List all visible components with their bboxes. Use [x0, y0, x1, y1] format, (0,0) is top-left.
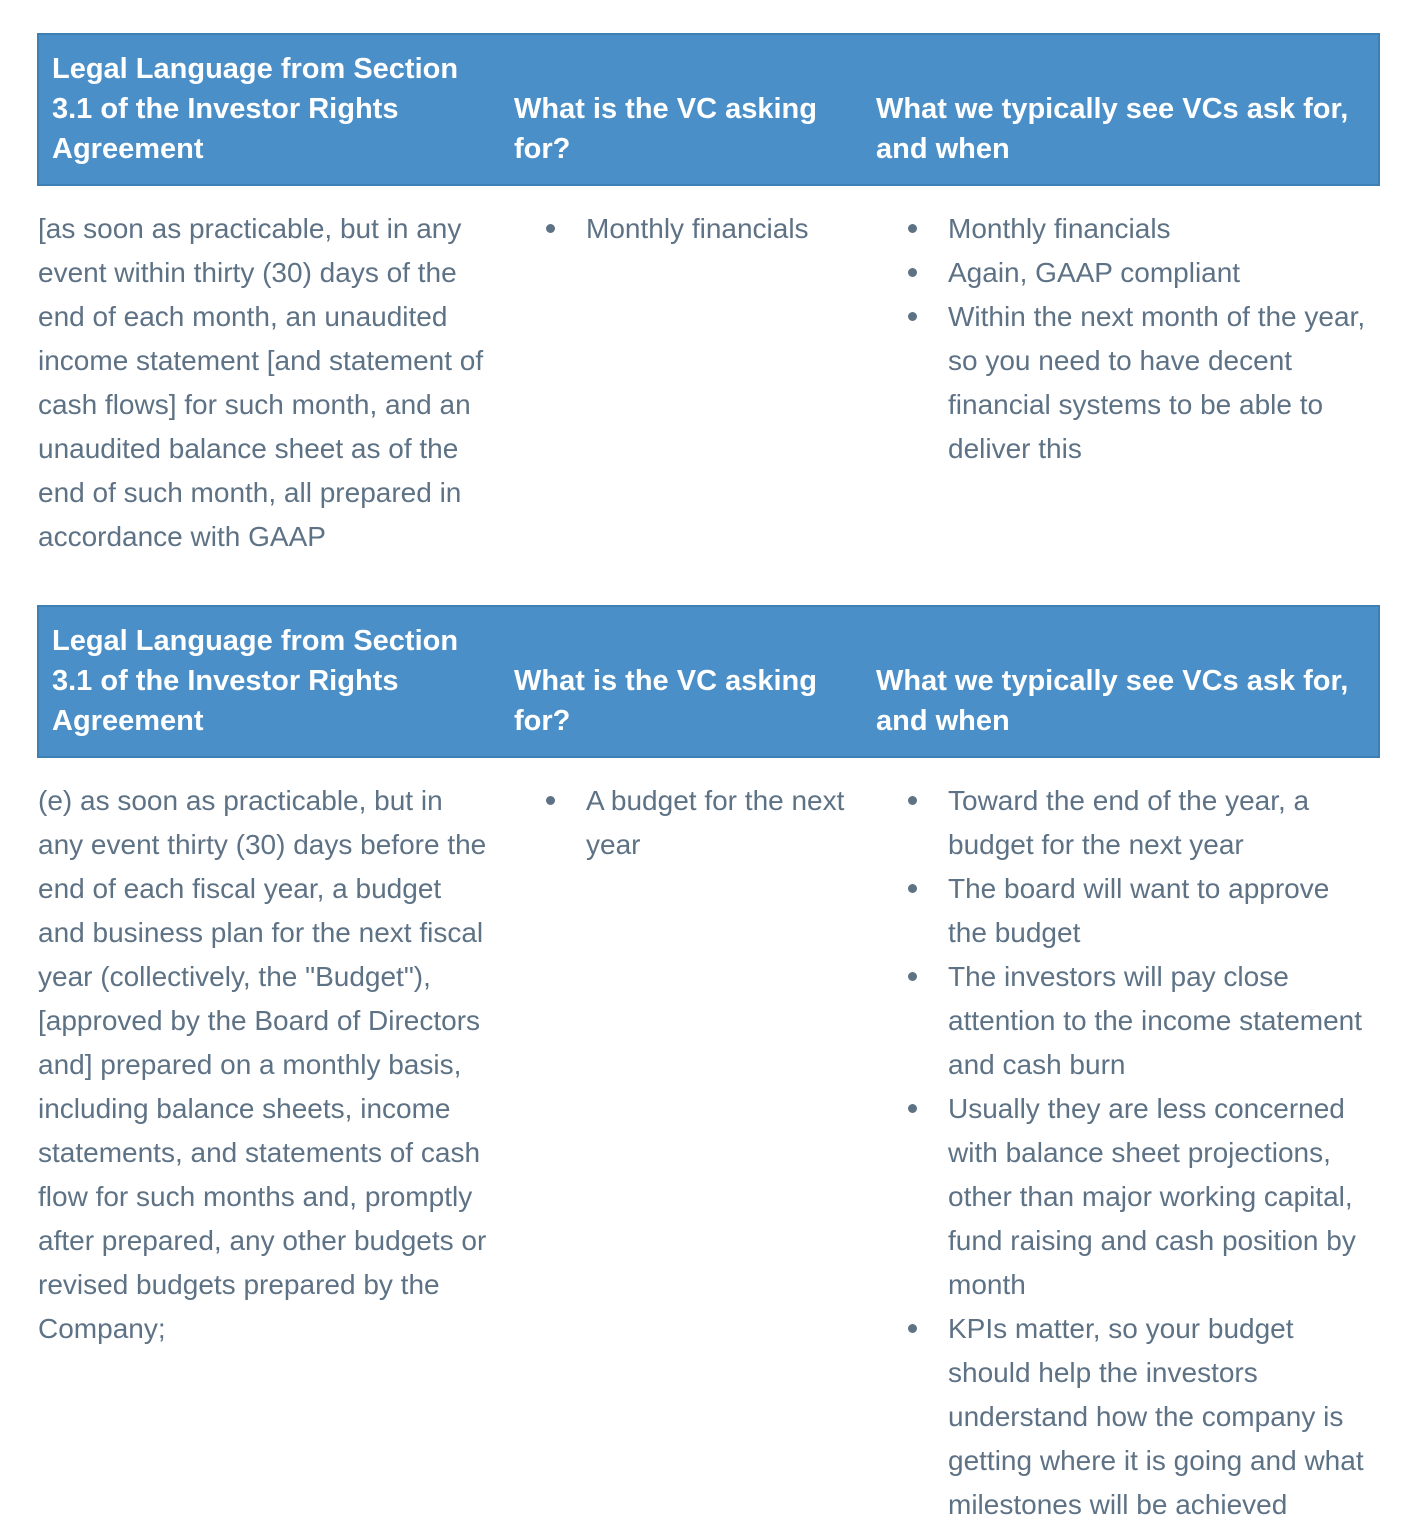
monthly-financials-table	[37, 33, 1380, 571]
list-item: Usually they are less concerned with balance sheet projections, other than major working capital, fund raising and cash position by month	[908, 1087, 1373, 1307]
list-item: Within the next month of the year, so you need to have decent financial systems to be able to deliver this	[908, 295, 1373, 471]
typical-asks-cell	[863, 185, 1379, 571]
list-item: A budget for the next year	[546, 779, 857, 867]
table-row	[38, 185, 1379, 571]
header-vc-asking: What is the VC asking for?	[501, 606, 863, 757]
vc-asking-list	[501, 207, 857, 251]
header-legal-language: Legal Language from Section 3.1 of the Investor Rights Agreement	[38, 606, 501, 757]
vc-asking-cell	[501, 757, 863, 1539]
header-typical-asks: What we typically see VCs ask for, and when	[863, 34, 1379, 185]
list-item: Toward the end of the year, a budget for the next year	[908, 779, 1373, 867]
typical-asks-cell	[863, 757, 1379, 1539]
table-header-row	[38, 606, 1379, 757]
vc-asking-list	[501, 779, 857, 867]
annual-budget-table	[37, 605, 1380, 1539]
legal-language-cell: [as soon as practicable, but in any event within thirty (30) days of the end of each month, an unaudited income statement [and statement of cash flows] for such month, and an unaudited balance sheet as of the end of such month, all prepared in accordance with GAAP	[38, 213, 484, 552]
header-typical-asks: What we typically see VCs ask for, and when	[863, 606, 1379, 757]
table-header-row	[38, 34, 1379, 185]
legal-language-cell: (e) as soon as practicable, but in any event thirty (30) days before the end of each fiscal year, a budget and business plan for the next fiscal year (collectively, the "Budget"), [approved by the Board of Directors and] prepared on a monthly basis, including balance sheets, income statements, and statements of cash flow for such months and, promptly after prepared, any other budgets or revised budgets prepared by the Company;	[38, 785, 487, 1344]
header-vc-asking: What is the VC asking for?	[501, 34, 863, 185]
header-legal-language: Legal Language from Section 3.1 of the Investor Rights Agreement	[38, 34, 501, 185]
typical-asks-list	[863, 779, 1373, 1527]
list-item: The board will want to approve the budget	[908, 867, 1373, 955]
list-item: Again, GAAP compliant	[908, 251, 1373, 295]
vc-asking-cell	[501, 185, 863, 571]
list-item: Monthly financials	[908, 207, 1373, 251]
list-item: The investors will pay close attention to the income statement and cash burn	[908, 955, 1373, 1087]
list-item: Monthly financials	[546, 207, 857, 251]
list-item: KPIs matter, so your budget should help the investors understand how the company is getting where it is going and what milestones will be achieved	[908, 1307, 1373, 1527]
typical-asks-list	[863, 207, 1373, 471]
table-row	[38, 757, 1379, 1539]
